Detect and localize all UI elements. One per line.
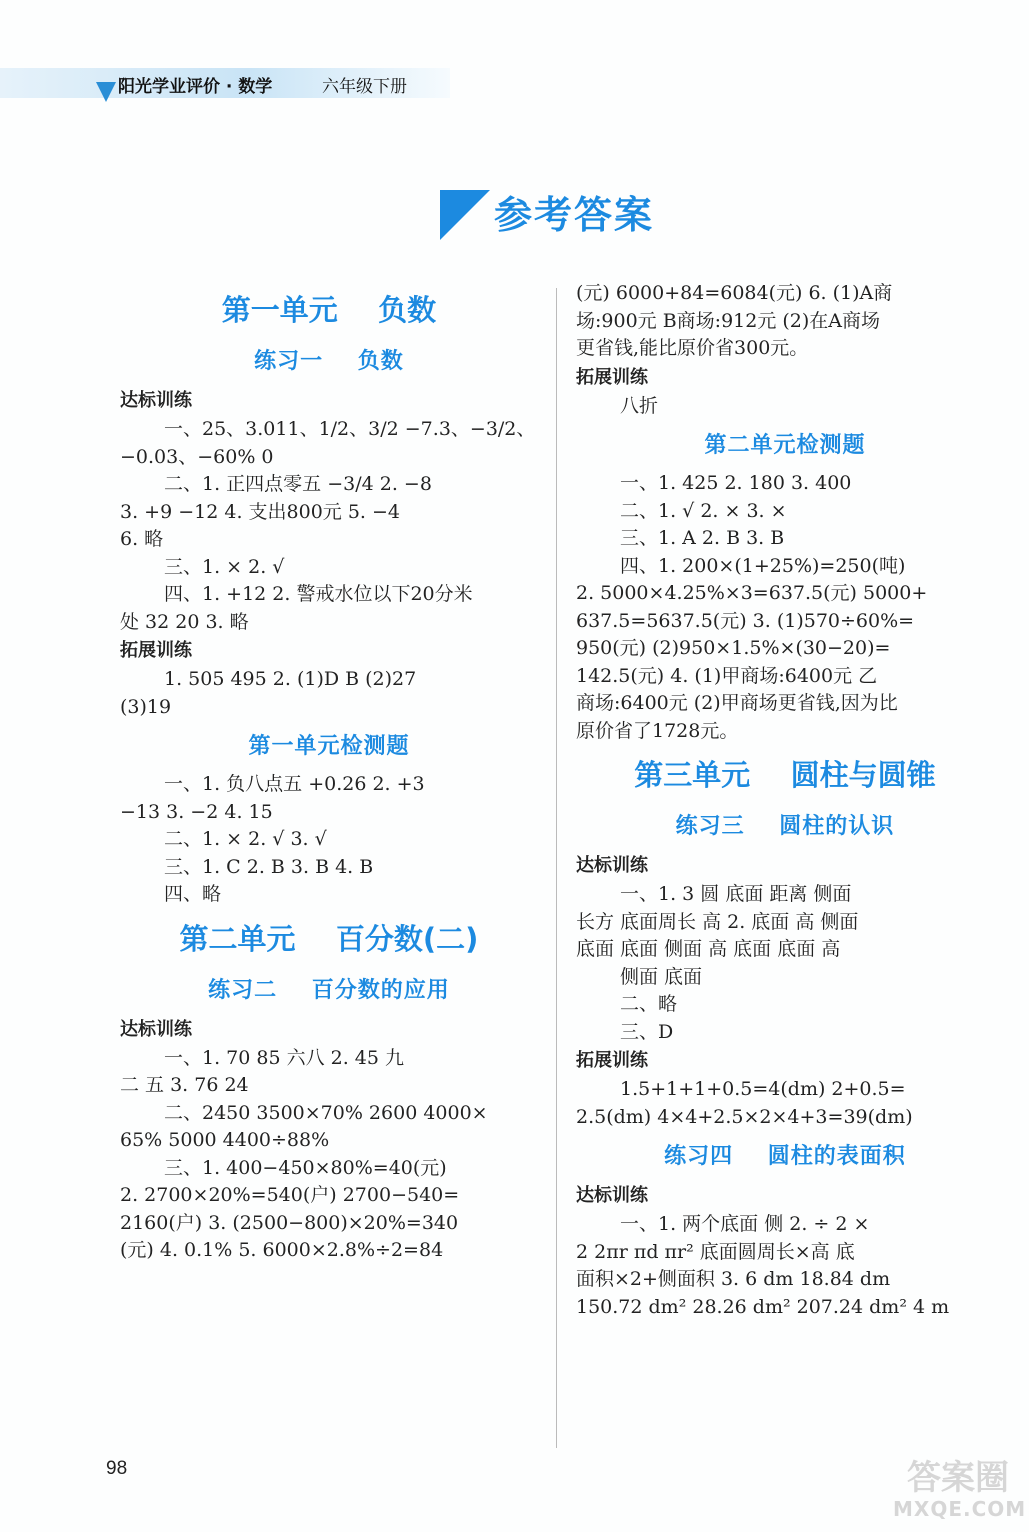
grade-label: 六年级下册 bbox=[322, 77, 407, 97]
right-column bbox=[576, 280, 994, 1321]
unit-heading: 第三单元 圆柱与圆锥 bbox=[634, 758, 936, 792]
page-title: 参考答案 bbox=[494, 193, 655, 237]
subsection-label: 达标训练 bbox=[120, 1018, 192, 1040]
answer-line: 二、1. √ 2. × 3. × bbox=[620, 499, 787, 522]
answer-line: 四、略 bbox=[164, 883, 222, 905]
answer-line: 面积×2+侧面积 3. 6 dm 18.84 dm bbox=[576, 1268, 891, 1290]
answer-line: 一、1. 70 85 六八 2. 45 九 bbox=[164, 1046, 405, 1069]
answer-line: 65% 5000 4400÷88% bbox=[120, 1129, 330, 1151]
answer-line: 150.72 dm² 28.26 dm² 207.24 dm² 4 m bbox=[576, 1295, 950, 1318]
header-arrow-icon bbox=[96, 82, 116, 102]
answer-line: (3)19 bbox=[120, 695, 172, 718]
answer-line: 场:900元 B商场:912元 (2)在A商场 bbox=[576, 309, 881, 332]
answer-line: 一、1. 425 2. 180 3. 400 bbox=[620, 472, 852, 494]
title-triangle-icon bbox=[440, 190, 490, 240]
answer-line: 2. 5000×4.25%×3=637.5(元) 5000+ bbox=[576, 582, 928, 604]
subsection-label: 达标训练 bbox=[120, 390, 192, 411]
answer-line: 四、1. 200×(1+25%)=250(吨) bbox=[620, 554, 906, 577]
answer-line: −13 3. −2 4. 15 bbox=[120, 800, 273, 823]
subsection-label: 达标训练 bbox=[576, 855, 648, 876]
section-heading: 练习一 负数 bbox=[254, 348, 404, 374]
answer-line: 一、1. 两个底面 侧 2. ÷ 2 × bbox=[620, 1213, 870, 1235]
answer-line: 八折 bbox=[620, 394, 659, 417]
answer-line: 三、1. C 2. B 3. B 4. B bbox=[164, 855, 374, 878]
answer-line: 6. 略 bbox=[120, 528, 164, 550]
answer-line: 637.5=5637.5(元) 3. (1)570÷60%= bbox=[576, 609, 915, 632]
answer-line: 处 32 20 3. 略 bbox=[120, 610, 249, 633]
answer-line: 二、1. × 2. √ 3. √ bbox=[164, 828, 327, 850]
section-heading: 练习三 圆柱的认识 bbox=[675, 813, 895, 839]
answer-line: (元) 4. 0.1% 5. 6000×2.8%÷2=84 bbox=[120, 1239, 444, 1261]
answer-line: 一、25、3.011、1/2、3/2 −7.3、−3/2、 bbox=[164, 418, 536, 440]
answer-line: 950(元) (2)950×1.5%×(30−20)= bbox=[576, 637, 891, 659]
watermark-url: MXQE.COM bbox=[893, 1497, 1027, 1521]
watermark-title: 答案圈 bbox=[907, 1458, 1009, 1498]
answer-line: 侧面 底面 bbox=[620, 965, 703, 988]
answer-line: 二 五 3. 76 24 bbox=[120, 1074, 249, 1096]
answer-line: 2. 2700×20%=540(户) 2700−540= bbox=[120, 1184, 460, 1206]
answer-line: 三、1. A 2. B 3. B bbox=[620, 527, 785, 549]
answer-line: 三、D bbox=[620, 1020, 674, 1043]
answer-line: 更省钱,能比原价省300元。 bbox=[576, 337, 809, 359]
unit-heading: 第二单元 百分数(二) bbox=[179, 921, 479, 956]
subsection-label: 拓展训练 bbox=[576, 1050, 648, 1071]
column-divider bbox=[556, 288, 557, 1448]
section-heading: 第二单元检测题 bbox=[704, 432, 866, 458]
answer-line: 底面 底面 侧面 高 底面 底面 高 bbox=[576, 938, 841, 960]
subsection-label: 拓展训练 bbox=[576, 366, 648, 388]
book-title: 阳光学业评价 · 数学 bbox=[118, 77, 273, 97]
subsection-label: 拓展训练 bbox=[120, 640, 192, 661]
answer-line: 二、2450 3500×70% 2600 4000× bbox=[164, 1101, 488, 1124]
answer-line: 3. +9 −12 4. 支出800元 5. −4 bbox=[120, 500, 400, 523]
answer-line: 一、1. 负八点五 +0.26 2. +3 bbox=[164, 773, 425, 795]
section-heading: 练习四 圆柱的表面积 bbox=[664, 1143, 906, 1169]
page-number: 98 bbox=[106, 1458, 128, 1479]
answer-line: 二、略 bbox=[620, 993, 678, 1015]
section-heading: 第一单元检测题 bbox=[248, 733, 410, 759]
answer-line: 2160(户) 3. (2500−800)×20%=340 bbox=[120, 1211, 459, 1234]
answer-line: 三、1. 400−450×80%=40(元) bbox=[164, 1156, 447, 1179]
answer-line: 1. 505 495 2. (1)D B (2)27 bbox=[164, 668, 417, 690]
answer-line: −0.03、−60% 0 bbox=[120, 445, 274, 468]
main-title-block bbox=[440, 190, 680, 240]
answer-line: 三、1. × 2. √ bbox=[164, 555, 285, 578]
watermark-logo bbox=[893, 1458, 1027, 1528]
answer-line: 1.5+1+1+0.5=4(dm) 2+0.5= bbox=[620, 1078, 906, 1100]
answer-line: 四、1. +12 2. 警戒水位以下20分米 bbox=[164, 583, 473, 605]
section-heading: 练习二 百分数的应用 bbox=[208, 976, 450, 1003]
answer-line: 二、1. 正四点零五 −3/4 2. −8 bbox=[164, 473, 432, 495]
answer-line: (元) 6000+84=6084(元) 6. (1)A商 bbox=[576, 282, 893, 304]
left-column bbox=[120, 280, 538, 1265]
subsection-label: 达标训练 bbox=[576, 1185, 648, 1206]
answer-line: 2.5(dm) 4×4+2.5×2×4+3=39(dm) bbox=[576, 1105, 913, 1128]
answer-line: 2 2πr πd πr² 底面圆周长×高 底 bbox=[576, 1240, 855, 1263]
answer-line: 一、1. 3 圆 底面 距离 侧面 bbox=[620, 883, 852, 905]
answer-line: 原价省了1728元。 bbox=[576, 719, 739, 742]
answer-line: 长方 底面周长 高 2. 底面 高 侧面 bbox=[576, 910, 859, 933]
answer-line: 142.5(元) 4. (1)甲商场:6400元 乙 bbox=[576, 664, 878, 687]
answer-line: 商场:6400元 (2)甲商场更省钱,因为比 bbox=[576, 692, 898, 714]
unit-heading: 第一单元 负数 bbox=[221, 293, 437, 327]
